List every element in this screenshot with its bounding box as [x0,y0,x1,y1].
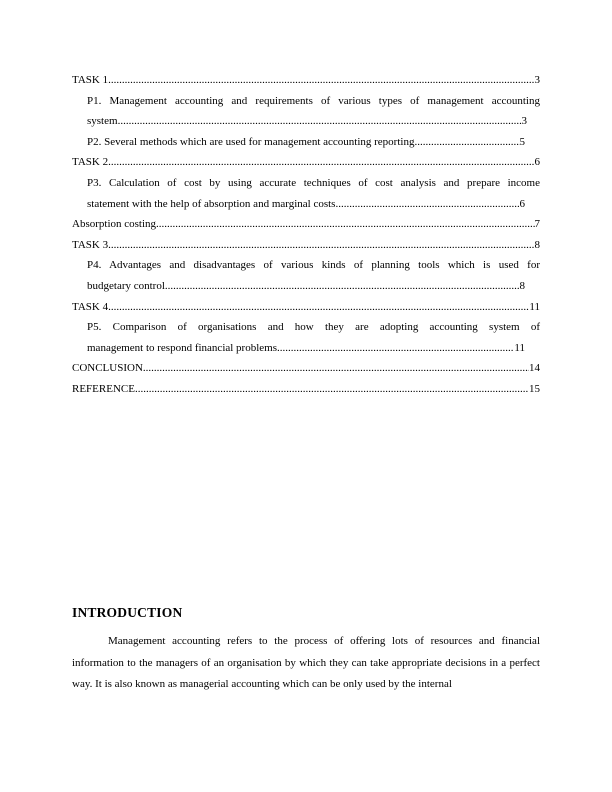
toc-page-number: 3 [534,74,540,86]
toc-entry-text-line1: P3. Calculation of cost by using accurate techniques of cost analysis and prepare income [87,176,540,189]
toc-leader-dots [414,132,519,153]
toc-entry-text: TASK 2 [72,156,109,169]
toc-page-number: 11 [529,300,540,313]
toc-entry-task1[interactable] [72,70,540,91]
toc-entry-p2[interactable] [87,132,540,153]
toc-leader-dots [165,276,520,297]
toc-entry-p5[interactable] [87,317,540,358]
toc-leader-dots [108,235,534,256]
toc-entry-task2[interactable] [72,152,540,173]
toc-page-number: 6 [519,197,525,210]
toc-entry-text-line2: budgetary control [87,279,165,292]
toc-entry-p4[interactable] [87,255,540,296]
toc-page-number: 5 [519,135,525,148]
toc-entry-text-line1: P1. Management accounting and requirements of various types of management accounting [87,94,540,107]
toc-leader-dots [108,152,534,173]
toc-leader-dots [135,379,529,400]
toc-leader-dots [108,70,534,91]
introduction-paragraph: Management accounting refers to the process of offering lots of resources and financial information to the managers of an organisation by which they can take appropriate decisions in a perfect way. It is also known as managerial accounting which can be only used by the internal [72,635,540,690]
toc-entry-task4[interactable] [72,297,540,318]
toc-entry-text: TASK 3 [72,238,109,251]
toc-page-number: 11 [514,341,525,354]
toc-entry-conclusion[interactable] [72,358,540,379]
toc-page-number: 15 [529,382,540,395]
toc-entry-text: TASK 1 [72,74,109,86]
toc-leader-dots [156,214,534,235]
toc-entry-text: P2. Several methods which are used for management accounting reporting [87,135,415,148]
toc-entry-absorption-costing[interactable] [72,214,540,235]
toc-page-number: 8 [519,279,525,292]
toc-entry-text-line1: P5. Comparison of organisations and how they are adopting accounting system of [87,321,540,334]
toc-entry-text: Absorption costing [72,218,157,231]
toc-entry-text: REFERENCE [72,382,135,395]
toc-entry-text: TASK 4 [72,300,109,313]
introduction-heading: INTRODUCTION [72,605,183,620]
toc-entry-p1[interactable] [87,91,540,132]
toc-entry-text-line2: statement with the help of absorption and marginal costs [87,197,336,210]
toc-leader-dots [277,338,514,359]
toc-page-number: 3 [521,115,527,128]
toc-entry-reference[interactable] [72,379,540,400]
toc-page-number: 14 [529,362,540,375]
toc-entry-text-line2: system [87,115,118,128]
toc-page-number: 6 [534,156,540,169]
toc-leader-dots [143,358,529,379]
toc-entry-p3[interactable] [87,173,540,214]
introduction-section [72,605,540,696]
toc-page-number: 7 [534,218,540,231]
toc-entry-text-line2: management to respond financial problems [87,341,277,354]
toc-leader-dots [118,111,522,132]
toc-entry-task3[interactable] [72,235,540,256]
toc-leader-dots [335,194,519,215]
toc-page-number: 8 [534,238,540,251]
toc-leader-dots [108,297,529,318]
toc-entry-text: CONCLUSION [72,362,143,375]
toc-entry-text-line1: P4. Advantages and disadvantages of various kinds of planning tools which is used for [87,259,540,272]
table-of-contents [72,70,540,400]
